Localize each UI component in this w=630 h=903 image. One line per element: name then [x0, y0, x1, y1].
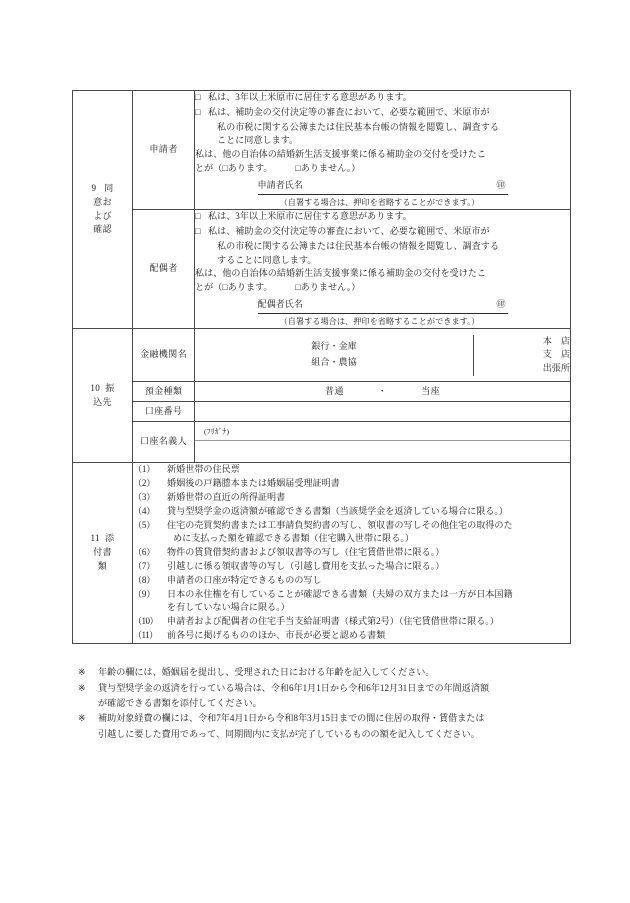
checkbox-icon[interactable]: □ — [195, 211, 201, 222]
applicant-check-2-cont-2: ことに同意します。 — [217, 135, 299, 146]
attachment-text-7: 引越しに係る領収書等の写し（引越し費用を支払った場合に限る。） — [167, 561, 445, 571]
label-bank-name: 金融機関名 — [133, 329, 195, 382]
branch-option-0: 本 店 — [542, 335, 570, 346]
seal-icon: ㊞ — [496, 299, 506, 310]
row-label-consent — [73, 91, 133, 329]
list-item — [133, 615, 570, 629]
attachment-no-8: （8） — [133, 574, 156, 585]
attachment-text-11: 前各号に掲げるもののほか、市長が必要と認める書類 — [167, 630, 386, 641]
bank-name-input-area[interactable] — [195, 329, 571, 382]
label-deposit-type: 預金種類 — [133, 382, 195, 402]
footnote-cont-2: が確認できる書類を添付してください。 — [98, 698, 262, 709]
applicant-signature-field[interactable] — [258, 179, 508, 195]
attachment-text-3: 新婚世帯の直近の所得証明書 — [167, 491, 286, 502]
attachment-no-4: （4） — [133, 505, 156, 516]
spouse-check-2-cont-1: 私の市税に関する公簿または住民基本台帳の情報を閲覧し、調査する — [217, 240, 499, 251]
attachment-no-5: （5） — [133, 519, 156, 530]
footnote-2 — [78, 681, 578, 696]
consent-index-line — [73, 182, 132, 196]
attachments-index-line — [73, 532, 132, 546]
list-item — [133, 477, 570, 491]
attachment-no-11: （11） — [133, 630, 158, 641]
spouse-check-2-text: 私は、補助金の交付決定等の審査において、必要な範囲で、米原市が — [208, 225, 490, 236]
attachment-no-9: （9） — [133, 588, 156, 599]
attachments-label-char-0: 添 — [105, 533, 115, 544]
deposit-option-ordinary[interactable]: 普通 — [325, 385, 344, 396]
consent-label-line-3: 確認 — [93, 224, 112, 235]
spouse-statement-2[interactable]: とが（□あります。 □ありません。） — [195, 282, 361, 293]
transfer-index: 10 — [90, 383, 101, 393]
attachment-text-10: 申請者および配偶者の住宅手当支給証明書（様式第2号）（住宅賃借世帯に限る。） — [167, 616, 499, 627]
label-account-number: 口座番号 — [133, 402, 195, 422]
furigana-label: (ﾌﾘｶﾞﾅ) — [195, 424, 570, 441]
deposit-options-inner — [325, 385, 440, 399]
list-item — [133, 546, 570, 560]
applicant-checkbox-line-2[interactable] — [195, 106, 570, 120]
attachment-text-2: 婚姻後の戸籍謄本または婚姻届受理証明書 — [167, 478, 340, 489]
table-row-account-number — [73, 402, 571, 422]
footnote-mark-icon: ※ — [78, 667, 86, 677]
attachment-cont-9: を有していない場合に限る。） — [167, 602, 290, 613]
table-row-consent-spouse — [73, 210, 571, 329]
bank-type-line-1: 銀行・金庫 — [311, 341, 357, 352]
spouse-signature-label: 配偶者氏名 — [257, 299, 303, 310]
deposit-separator: ・ — [377, 385, 388, 396]
attachment-text-4: 貸与型奨学金の返済額が確認できる書類（当該奨学金を返済している場合に限る。） — [167, 505, 509, 516]
list-item — [133, 574, 570, 588]
attachments-list — [133, 463, 571, 644]
attachment-cont-5: めに支払った額を確認できる書類（住宅購入世帯に限る。） — [173, 533, 414, 544]
attachment-text-9: 日本の永住権を有していることが確認できる書類（夫婦の双方または一方が日本国籍 — [167, 588, 513, 599]
attachment-no-2: （2） — [133, 478, 156, 489]
checkbox-icon[interactable]: □ — [195, 106, 201, 117]
attachment-no-6: （6） — [133, 547, 156, 558]
row-label-transfer — [73, 329, 133, 463]
attachments-label-line-1: 付書 — [93, 547, 112, 558]
list-item — [133, 560, 570, 574]
bank-type-line-2: 組合・農協 — [311, 357, 357, 368]
list-item — [133, 629, 570, 643]
applicant-statement-2[interactable]: とが（□あります。 □ありません。） — [195, 163, 361, 174]
label-account-holder: 口座名義人 — [133, 422, 195, 463]
bank-type-options[interactable] — [195, 335, 474, 376]
footnote-mark-icon: ※ — [78, 682, 86, 693]
footnote-text-2: 貸与型奨学金の返済を行っている場合は、令和6年1月1日から令和6年12月31日までの年間返済額 — [98, 682, 490, 693]
checkbox-icon[interactable]: □ — [195, 92, 201, 102]
spouse-checkbox-line-1[interactable] — [195, 210, 570, 224]
applicant-check-2-text: 私は、補助金の交付決定等の審査において、必要な範囲で、米原市が — [208, 106, 490, 117]
table-row-deposit-type — [73, 382, 571, 402]
attachment-text-1: 新婚世帯の住民票 — [167, 464, 240, 475]
footnote-text-3: 補助対象経費の欄には、令和7年4月1日から令和8年3月15日までの間に住居の取得・賃借または — [98, 713, 485, 724]
applicant-signature-label: 申請者氏名 — [257, 179, 303, 190]
table-row-attachments — [73, 463, 571, 644]
spouse-signature-field[interactable] — [258, 298, 508, 314]
attachment-text-8: 申請者の口座が特定できるものの写し — [167, 574, 322, 585]
applicant-statement-1: 私は、他の自治体の結婚新生活支援事業に係る補助金の交付を受けたこ — [195, 149, 487, 160]
spouse-checkbox-line-2[interactable] — [195, 225, 570, 239]
transfer-label-char-0: 振 — [105, 383, 115, 393]
account-holder-input-area[interactable] — [195, 422, 571, 463]
footnote-cont-3: 引越しに要した費用であって、同期間内に支払が完了しているものの額を記入してください。 — [98, 728, 480, 739]
checkbox-icon[interactable]: □ — [195, 225, 201, 236]
attachment-no-7: （7） — [133, 561, 156, 571]
list-item — [133, 519, 570, 533]
branch-option-1: 支 店 — [542, 349, 570, 360]
sub-label-spouse: 配偶者 — [133, 210, 195, 329]
table-row-consent-applicant — [73, 91, 571, 210]
account-number-input[interactable] — [195, 402, 571, 422]
attachment-text-6: 物件の賃貸借契約書および領収書等の写し（住宅賃借世帯に限る。） — [167, 547, 445, 558]
consent-label-char-0: 同 — [104, 183, 114, 194]
list-item — [133, 491, 570, 505]
list-item — [133, 505, 570, 519]
consent-label-line-2: よび — [93, 210, 112, 221]
applicant-check-2-cont-1: 私の市税に関する公簿または住民基本台帳の情報を閲覧し、調査する — [217, 121, 499, 132]
transfer-index-line — [73, 382, 132, 396]
attachment-text-5: 住宅の売買契約書または工事請負契約書の写し、領収書の写しその他住宅の取得のた — [167, 519, 513, 530]
consent-applicant-content — [195, 91, 571, 210]
account-holder-name-input[interactable] — [195, 441, 570, 461]
sub-label-applicant: 申請者 — [133, 91, 195, 210]
applicant-check-1-text: 私は、3年以上米原市に居住する意思があります。 — [208, 92, 412, 102]
spouse-signature-note: （自署する場合は、押印を省略することができます。） — [279, 316, 480, 326]
spouse-check-1-text: 私は、3年以上米原市に居住する意思があります。 — [208, 211, 412, 222]
list-item — [133, 463, 570, 477]
spouse-signature-row — [195, 298, 570, 314]
footnotes — [78, 665, 578, 742]
branch-option-2: 出張所 — [542, 363, 570, 374]
spouse-statement-1: 私は、他の自治体の結婚新生活支援事業に係る補助金の交付を受けたこ — [195, 268, 487, 279]
attachment-no-1: （1） — [133, 464, 156, 475]
deposit-type-options[interactable] — [195, 382, 571, 402]
attachments-label-line-2: 類 — [97, 561, 108, 571]
list-item — [133, 588, 570, 602]
attachment-no-3: （3） — [133, 491, 156, 502]
consent-spouse-content — [195, 210, 571, 329]
spouse-check-2-cont-2: することに同意します。 — [217, 254, 317, 265]
deposit-option-current[interactable]: 当座 — [421, 385, 440, 396]
footnote-1 — [78, 665, 578, 680]
attachment-no-10: （10） — [133, 616, 158, 627]
consent-label-line-1: 意お — [93, 196, 112, 207]
footnote-3 — [78, 711, 578, 726]
consent-index: 9 — [91, 183, 97, 194]
transfer-label-line-1: 込先 — [93, 396, 112, 407]
attachments-index: 11 — [90, 533, 100, 544]
footnote-mark-icon: ※ — [78, 713, 86, 724]
application-form-table — [72, 90, 571, 644]
seal-icon: ㊞ — [496, 180, 506, 191]
row-label-attachments — [73, 463, 133, 644]
applicant-signature-row — [195, 179, 570, 195]
applicant-checkbox-line-1[interactable] — [195, 91, 570, 105]
applicant-signature-note: （自署する場合は、押印を省略することができます。） — [279, 197, 480, 207]
footnote-text-1: 年齢の欄には、婚姻届を提出し、受理された日における年齢を記入してください。 — [98, 667, 435, 677]
table-row-bank-name — [73, 329, 571, 382]
branch-type-options[interactable] — [474, 335, 571, 376]
table-row-account-holder — [73, 422, 571, 463]
